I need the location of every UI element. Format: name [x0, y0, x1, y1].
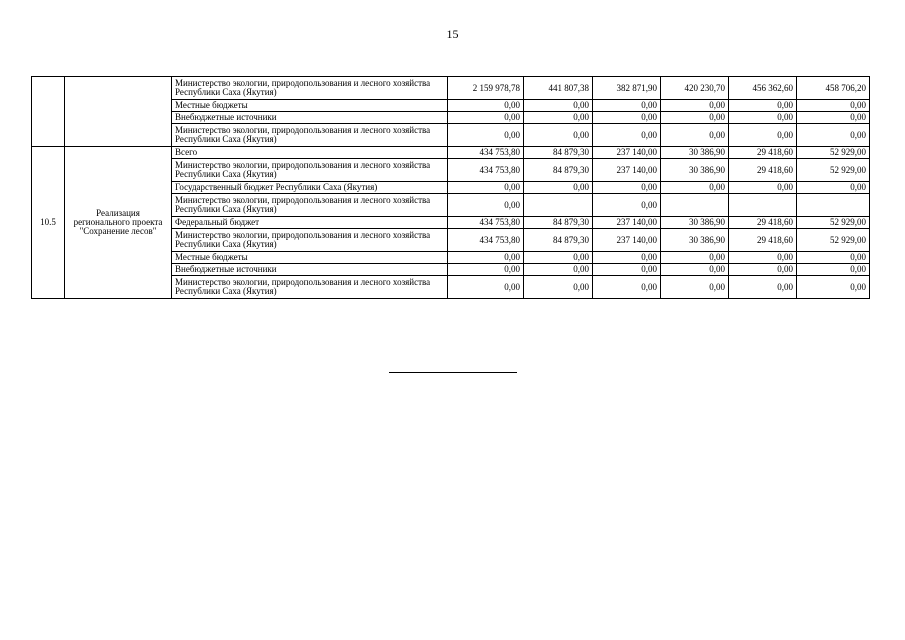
value-cell: 420 230,70	[661, 77, 729, 100]
table-row	[32, 77, 870, 100]
row-code-cell	[32, 77, 65, 147]
value-cell: 0,00	[448, 194, 524, 217]
value-cell: 237 140,00	[593, 217, 661, 229]
value-cell: 434 753,80	[448, 229, 524, 252]
value-cell: 84 879,30	[524, 229, 593, 252]
value-cell: 0,00	[524, 264, 593, 276]
source-cell: Местные бюджеты	[172, 252, 448, 264]
value-cell: 0,00	[797, 100, 870, 112]
source-cell: Всего	[172, 147, 448, 159]
value-cell: 0,00	[797, 112, 870, 124]
value-cell: 30 386,90	[661, 147, 729, 159]
value-cell: 0,00	[524, 252, 593, 264]
value-cell: 0,00	[661, 100, 729, 112]
value-cell: 0,00	[593, 276, 661, 299]
value-cell: 0,00	[524, 112, 593, 124]
value-cell: 434 753,80	[448, 147, 524, 159]
source-cell: Внебюджетные источники	[172, 264, 448, 276]
value-cell: 0,00	[797, 252, 870, 264]
value-cell: 0,00	[661, 252, 729, 264]
value-cell: 0,00	[729, 252, 797, 264]
value-cell	[797, 194, 870, 217]
source-cell: Местные бюджеты	[172, 100, 448, 112]
value-cell: 0,00	[524, 124, 593, 147]
value-cell: 0,00	[448, 264, 524, 276]
value-cell: 237 140,00	[593, 147, 661, 159]
value-cell: 434 753,80	[448, 159, 524, 182]
value-cell: 84 879,30	[524, 217, 593, 229]
value-cell: 237 140,00	[593, 159, 661, 182]
value-cell	[661, 194, 729, 217]
value-cell: 30 386,90	[661, 229, 729, 252]
value-cell: 0,00	[729, 182, 797, 194]
source-cell: Федеральный бюджет	[172, 217, 448, 229]
value-cell: 0,00	[729, 264, 797, 276]
value-cell: 29 418,60	[729, 159, 797, 182]
value-cell: 0,00	[661, 124, 729, 147]
row-name-cell: Реализация регионального проекта "Сохранение лесов"	[65, 147, 172, 299]
value-cell: 0,00	[797, 182, 870, 194]
value-cell: 0,00	[524, 276, 593, 299]
source-cell: Министерство экологии, природопользования и лесного хозяйства Республики Саха (Якутия)	[172, 159, 448, 182]
source-cell: Министерство экологии, природопользования и лесного хозяйства Республики Саха (Якутия)	[172, 229, 448, 252]
value-cell: 30 386,90	[661, 217, 729, 229]
value-cell: 0,00	[661, 182, 729, 194]
value-cell: 458 706,20	[797, 77, 870, 100]
end-separator-line	[389, 372, 517, 373]
source-cell: Министерство экологии, природопользования и лесного хозяйства Республики Саха (Якутия)	[172, 124, 448, 147]
value-cell: 0,00	[797, 124, 870, 147]
value-cell: 441 807,38	[524, 77, 593, 100]
source-cell: Внебюджетные источники	[172, 112, 448, 124]
value-cell: 0,00	[593, 194, 661, 217]
row-code-cell: 10.5	[32, 147, 65, 299]
value-cell: 0,00	[661, 264, 729, 276]
value-cell: 0,00	[661, 276, 729, 299]
table-row	[32, 147, 870, 159]
source-cell: Министерство экологии, природопользования и лесного хозяйства Республики Саха (Якутия)	[172, 194, 448, 217]
value-cell: 237 140,00	[593, 229, 661, 252]
value-cell: 0,00	[593, 264, 661, 276]
value-cell: 0,00	[729, 276, 797, 299]
value-cell: 52 929,00	[797, 217, 870, 229]
value-cell: 0,00	[729, 112, 797, 124]
value-cell: 29 418,60	[729, 147, 797, 159]
value-cell: 0,00	[448, 252, 524, 264]
value-cell: 0,00	[593, 182, 661, 194]
value-cell: 30 386,90	[661, 159, 729, 182]
value-cell: 0,00	[524, 100, 593, 112]
source-cell: Министерство экологии, природопользования и лесного хозяйства Республики Саха (Якутия)	[172, 276, 448, 299]
value-cell: 0,00	[661, 112, 729, 124]
value-cell: 0,00	[729, 124, 797, 147]
value-cell: 2 159 978,78	[448, 77, 524, 100]
value-cell: 52 929,00	[797, 159, 870, 182]
value-cell: 52 929,00	[797, 229, 870, 252]
value-cell: 0,00	[448, 112, 524, 124]
value-cell: 84 879,30	[524, 159, 593, 182]
source-cell: Министерство экологии, природопользования и лесного хозяйства Республики Саха (Якутия)	[172, 77, 448, 100]
row-name-cell	[65, 77, 172, 147]
value-cell: 0,00	[448, 276, 524, 299]
value-cell: 0,00	[797, 276, 870, 299]
value-cell: 434 753,80	[448, 217, 524, 229]
value-cell: 456 362,60	[729, 77, 797, 100]
value-cell: 29 418,60	[729, 217, 797, 229]
value-cell: 84 879,30	[524, 147, 593, 159]
value-cell: 382 871,90	[593, 77, 661, 100]
value-cell	[524, 194, 593, 217]
budget-table	[31, 76, 870, 299]
value-cell: 0,00	[448, 124, 524, 147]
value-cell: 0,00	[593, 112, 661, 124]
value-cell: 0,00	[593, 252, 661, 264]
value-cell: 0,00	[524, 182, 593, 194]
value-cell: 0,00	[797, 264, 870, 276]
value-cell: 0,00	[448, 182, 524, 194]
value-cell: 0,00	[729, 100, 797, 112]
value-cell: 52 929,00	[797, 147, 870, 159]
value-cell: 29 418,60	[729, 229, 797, 252]
page-number: 15	[446, 27, 459, 41]
source-cell: Государственный бюджет Республики Саха (Якутия)	[172, 182, 448, 194]
value-cell: 0,00	[593, 100, 661, 112]
value-cell	[729, 194, 797, 217]
value-cell: 0,00	[448, 100, 524, 112]
value-cell: 0,00	[593, 124, 661, 147]
